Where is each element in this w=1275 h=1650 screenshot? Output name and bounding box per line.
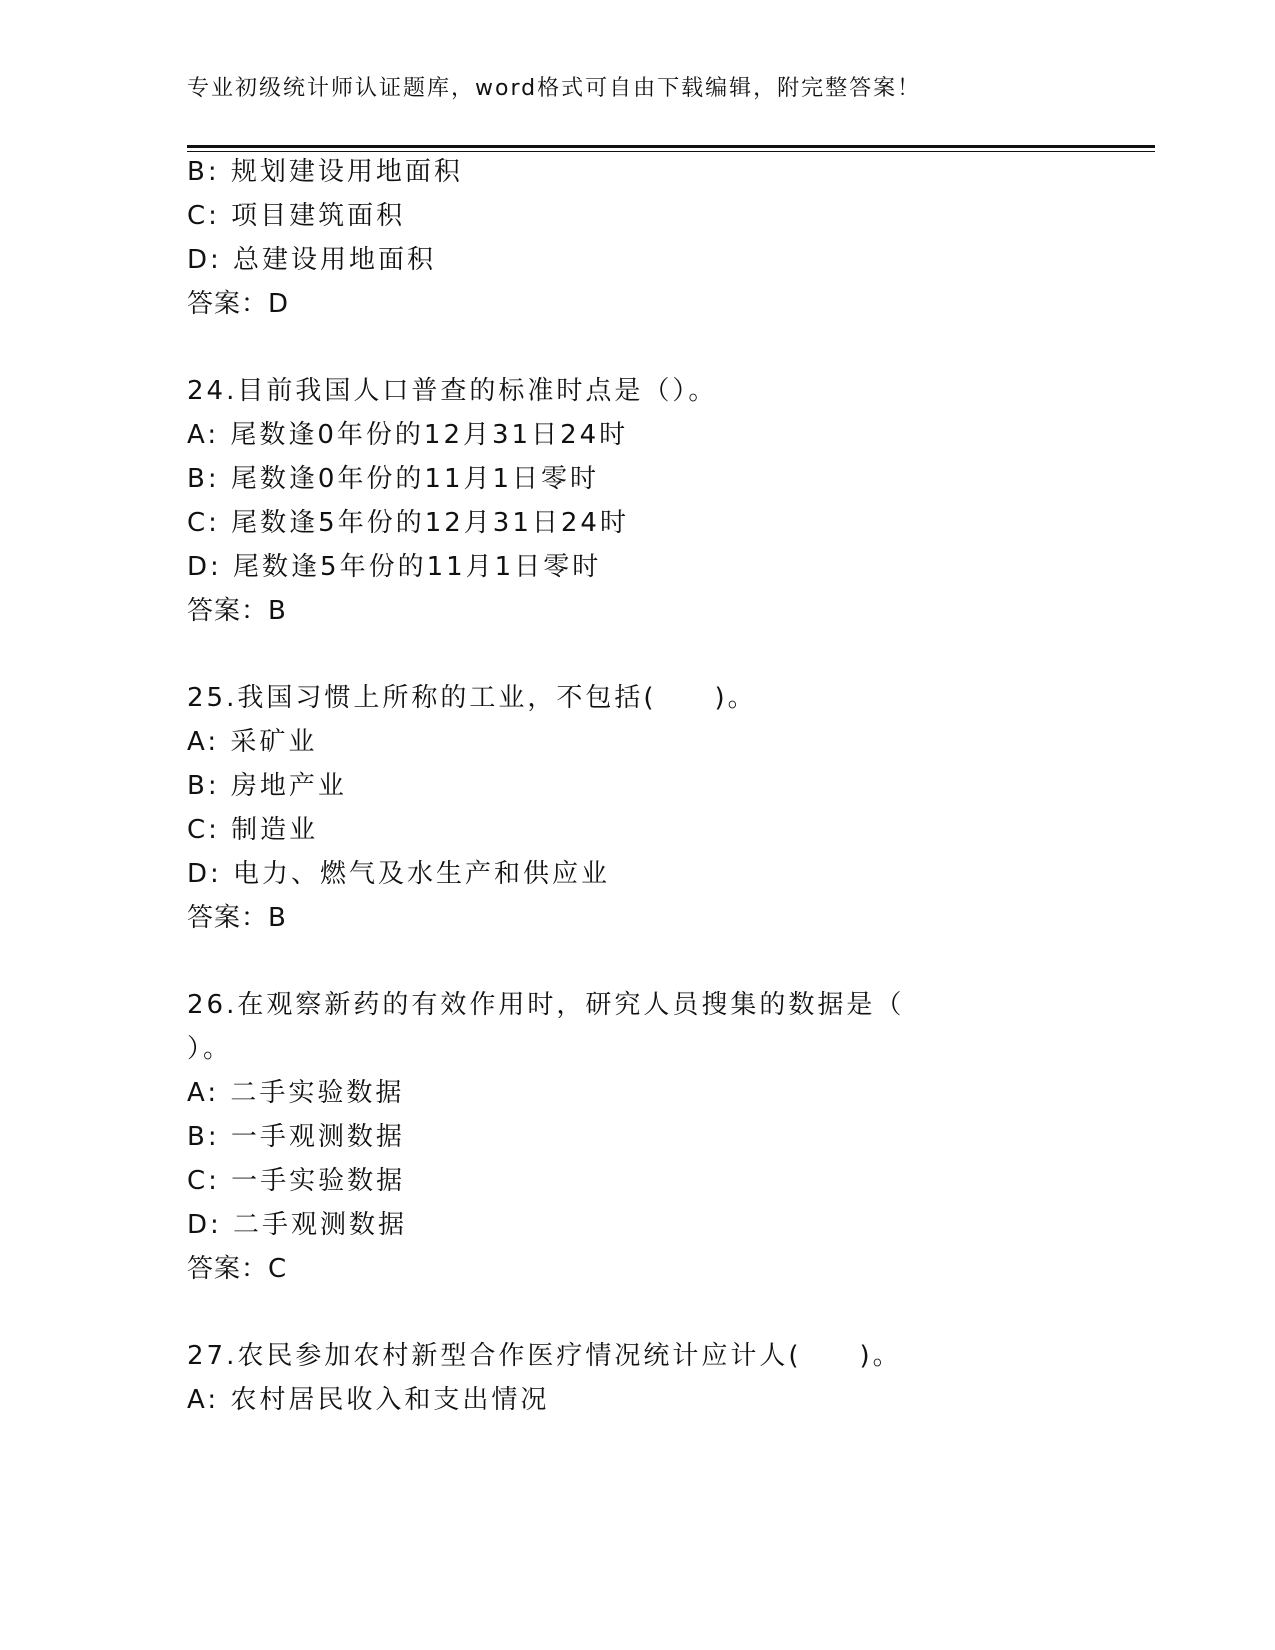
q24-option-d: D: 尾数逢5年份的11月1日零时 — [187, 552, 602, 582]
q24-option-a: A: 尾数逢0年份的12月31日24时 — [187, 420, 629, 450]
q27-question: 27.农民参加农村新型合作医疗情况统计应计人( )。 — [187, 1341, 902, 1371]
header-rule-thin — [187, 151, 1155, 152]
q23-option-c: C: 项目建筑面积 — [187, 201, 406, 231]
q27-option-a: A: 农村居民收入和支出情况 — [187, 1385, 550, 1415]
q26-question-line2: ）。 — [187, 1034, 233, 1064]
q26-option-b: B: 一手观测数据 — [187, 1122, 405, 1152]
q23-option-b: B: 规划建设用地面积 — [187, 157, 463, 187]
q26-option-a: A: 二手实验数据 — [187, 1078, 405, 1108]
q25-question: 25.我国习惯上所称的工业，不包括( )。 — [187, 683, 757, 713]
q24-option-b: B: 尾数逢0年份的11月1日零时 — [187, 464, 600, 494]
q26-option-d: D: 二手观测数据 — [187, 1210, 408, 1240]
page-header: 专业初级统计师认证题库，word格式可自由下载编辑，附完整答案！ — [187, 76, 922, 101]
q25-answer: 答案：B — [187, 903, 287, 933]
header-rule-thick — [187, 145, 1155, 148]
q24-question: 24.目前我国人口普查的标准时点是（）。 — [187, 376, 718, 406]
q25-option-b: B: 房地产业 — [187, 771, 347, 801]
q24-answer: 答案：B — [187, 596, 287, 626]
q23-option-d: D: 总建设用地面积 — [187, 245, 437, 275]
q25-option-a: A: 采矿业 — [187, 727, 318, 757]
q26-question-line1: 26.在观察新药的有效作用时，研究人员搜集的数据是（ — [187, 990, 905, 1020]
q26-option-c: C: 一手实验数据 — [187, 1166, 406, 1196]
q25-option-d: D: 电力、燃气及水生产和供应业 — [187, 859, 611, 889]
q26-answer: 答案：C — [187, 1254, 288, 1284]
q24-option-c: C: 尾数逢5年份的12月31日24时 — [187, 508, 629, 538]
q25-option-c: C: 制造业 — [187, 815, 319, 845]
q23-answer: 答案：D — [187, 289, 290, 319]
